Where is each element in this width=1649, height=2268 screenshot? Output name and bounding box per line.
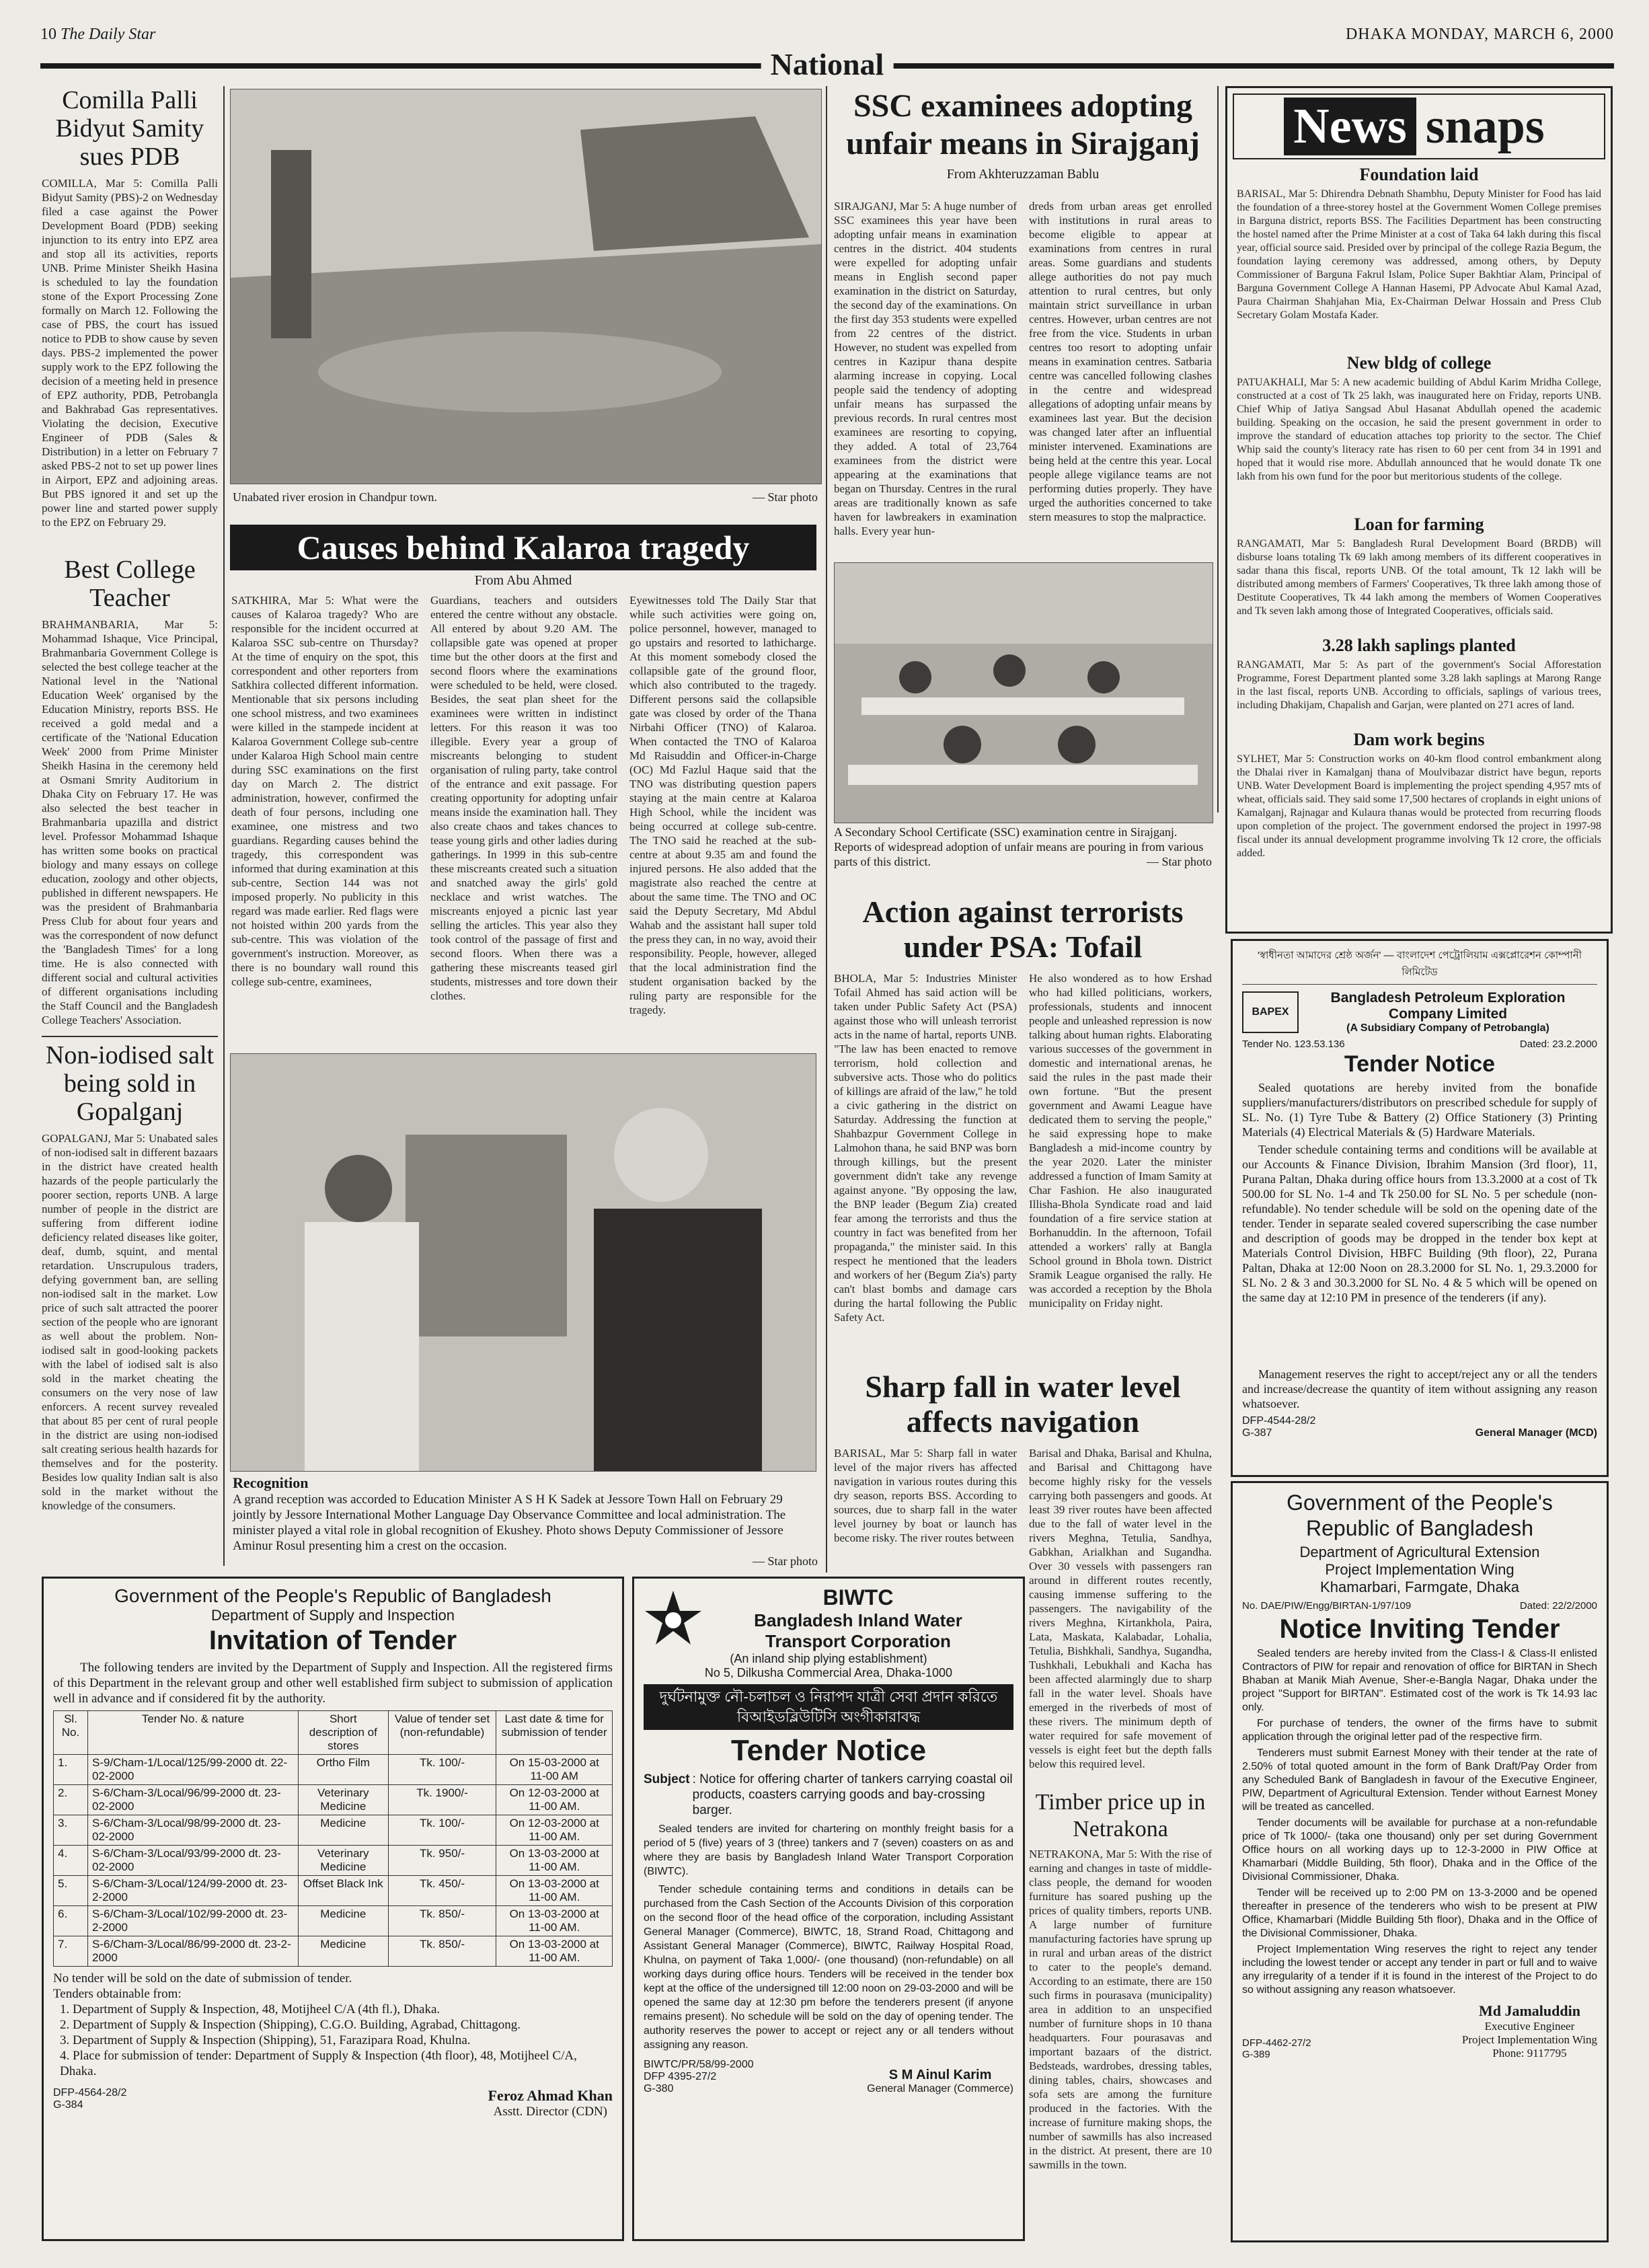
list-item: 2. Department of Supply & Inspection (Shipping), C.G.O. Building, Agrabad, Chittagong. [60,2018,521,2032]
tender-title: Tender Notice [1344,1051,1496,1077]
col-header: Last date & time for submission of tender [496,1711,613,1755]
tender-para-3: Management reserves the right to accept/reject any or all the tenders and increase/decrease the quantity of item without assigning any reason whatsoever. [1242,1367,1597,1410]
article-body: BRAHMANBARIA, Mar 5: Mohammad Ishaque, Vice Principal, Brahmanbaria Government College is selected the best college teacher at the National level in the 'National Education Week' organised by the Education Ministry, reports BSS. He received a gold medal and a certificate of the 'National Education Week' 2000 from Prime Minister Sheikh Hasina in the ceremony held at Osmani Smrity Auditorium in Dhaka City on February 17. He was also selected the best teacher in Brahmanbaria upazilla and district level. Professor Mohammad Ishaque has written some books on practical biology and many essays on college education, zoology and other objects, published in different newspapers. He was the president of Brahmanbaria Press Club for about four years and was the correspondent of now defunct the 'Bangladesh Times' for a long time. He is also connected with different social and cultural activities of different organisations including the Staff Council and the Bangladesh College Teachers' Association. [42,618,218,1026]
notice-para-4: Tender documents will be available for purchase at a non-refundable price of Tk 1000/- (taka one thousand) only per set during Government Office hours on all working days up to 12-3-2000 in PIW Office at Khamarbari (Middle Building, 5th floor), Dhaka and in the Office of the Divisional Commissioner, Dhaka. [1242,1817,1597,1883]
caption-text: Unabated river erosion in Chandpur town. [233,490,437,504]
news-snaps-list [1227,165,1611,887]
photo-illustration [835,563,1213,823]
table-cell: S-6/Cham-3/Local/98/99-2000 dt. 23-02-2000 [88,1815,299,1846]
g-ref: G-380 [644,2083,674,2094]
article-ssc [833,87,1213,182]
snap-body: RANGAMATI, Mar 5: As part of the government's Social Afforestation Programme, Forest Department planted some 3.28 lakh saplings at Marong Range in the last fiscal, reports UNB. According to officials, saplings of various trees, including Dhakijam, Chapalish and Garjan, were planted on 271 acres of land. [1237,659,1601,711]
table-cell: S-6/Cham-3/Local/96/99-2000 dt. 23-02-2000 [88,1785,299,1815]
article-salt [42,1041,218,1559]
article-body: COMILLA, Mar 5: Comilla Palli Bidyut Samity (PBS)-2 on Wednesday filed a case against the Power Development Board (PDB) seeking injunction to its entry into EPZ area and stop all its activities, reports UNB. Prime Minister Sheikh Hasina is scheduled to lay the foundation stone of the Export Processing Zone formally on March 12. Following the case of PBS, the court has issued notice to PDB to show cause by seven days. PBS-2 implemented the power supply work to the EPZ following the decision of a meeting held in presence of EPZ authority, PDB, Petrobangla and Bakhrabad Gas representatives. Violating the decision, Executive Engineer of PDB (Sales & Distribution) in a letter on February 7 asked PBS-2 not to set up power lines in Airport, EPZ and adjoining areas. But PBS ignored it and set up the power line and started power supply to the EPZ on February 29. [42,177,218,529]
gov-title-1: Government of the People's [1287,1490,1553,1515]
biwtc-desc: (An inland ship plying establishment) [730,1652,927,1665]
table-cell: S-6/Cham-3/Local/124/99-2000 dt. 23-2-2000 [88,1876,299,1906]
section-title: National [761,47,894,82]
tender-title: Invitation of Tender [208,1626,457,1655]
snap-item [1237,730,1601,887]
department: Department of Agricultural Extension [1299,1544,1540,1560]
snap-headline: Foundation laid [1359,165,1479,184]
table-cell: 1. [54,1755,88,1785]
signatory-title: General Manager (Commerce) [867,2083,1013,2094]
col-header: Tender No. & nature [88,1711,299,1755]
signatory-name: Feroz Ahmad Khan [488,2087,613,2104]
table-cell: Ortho Film [299,1755,389,1785]
g-ref: G-384 [53,2099,83,2111]
psa-col-1: BHOLA, Mar 5: Industries Minister Tofail Ahmed has said action will be taken under Public Safety Act (PSA) against those who will unleash terrorist acts in the name of hartal, reports UNB. "The law has been enacted to remove terrorism, hold collection and subversive acts. Those who do politics of killings are afraid of the law," he told a civic gathering in the district on Saturday. Addressing the function at Shahbazpur Government College in Lalmohon thana, he said BNP was born through killings, but the present government didn't take any revenge against anyone. "By opposing the law, the BNP leader (Begum Zia) created fear among the terrorists and thus the country in fact was benefited from her propaganda," the minister said. In this respect he mentioned that the leaders and workers of her (Begum Zia's) party can't blast bombs and damage cars during the hartal following the Public Safety Act. [834,972,1017,1324]
table-cell: Veterinary Medicine [299,1846,389,1876]
table-cell: On 13-03-2000 at 11-00 AM. [496,1906,613,1936]
ad-bapex-tender [1231,939,1609,1477]
company-name: Bangladesh Petroleum Exploration Company Limited [1330,990,1566,1022]
tender-table [53,1710,613,1967]
article-comilla [42,86,218,557]
table-row [54,1755,613,1785]
table-cell: 6. [54,1906,88,1936]
tender-para-1: Sealed quotations are hereby invited from the bonafide suppliers/manufacturers/distributors on prescribed schedule for supply of SL. No. (1) Tyre Tube & Battery (2) Office Stationery (3) Printing Materials (4) Electrical Materials & (5) Hardware Materials. [1242,1081,1597,1139]
gov-title-2: Republic of Bangladesh [1305,1516,1533,1540]
list-item: 4. Place for submission of tender: Department of Supply & Inspection (4th floor), 48, Motijheel C/A, Dhaka. [60,2049,577,2078]
subject-label: Subject [644,1772,690,1786]
signatory-title: Asstt. Director (CDN) [493,2105,607,2119]
masthead [40,26,1614,46]
table-cell: S-6/Cham-3/Local/86/99-2000 dt. 23-2-2000 [88,1936,299,1967]
photo-recognition [230,1053,816,1472]
water-col-1: BARISAL, Mar 5: Sharp fall in water level of the major rivers has affected navigation in various routes during this dry season, reports BSS. According to sources, due to sharp fall in the water level journey by boat or launch has become risky. The river routes between [834,1447,1017,1544]
column-divider [826,86,827,1573]
department: Department of Supply and Inspection [210,1607,455,1624]
ad-dae-tender [1231,1481,1609,2242]
table-cell: On 13-03-2000 at 11-00 AM. [496,1936,613,1967]
headline: Best College Teacher [64,556,196,612]
tender-title: Tender Notice [730,1734,927,1767]
caption-title: Recognition [233,1474,309,1491]
byline: From Abu Ahmed [474,573,572,588]
snap-headline: Dam work begins [1353,730,1485,749]
headline: Timber price up in Netrakona [1035,1790,1206,1842]
table-cell: Medicine [299,1906,389,1936]
biwtc-name-2: Transport Corporation [765,1631,951,1651]
article-body: NETRAKONA, Mar 5: With the rise of earning and changes in taste of middle-class people, the demand for wooden furniture has soared pushing up the prices of quality timbers, reports UNB. A large number of furniture manufacturing factories have sprung up in rural and urban areas of the district to cater to the people's demand. According to an estimate, there are 150 such firms in pourasava (municipality) area in addition to an unspecified number of furniture shops in 10 thana headquarters. Four pourasavas and important bazaars of the district. Bedsteads, wardrobes, dressing tables, dining tables, chairs, showcases and sofa sets are among the furniture produced in the factories. With the increase of furniture making shops, the number of sawmills has also increased in the district. At present, there are 10 sawmills in the town. [1029,1848,1212,2171]
headline-psa: Action against terrorists under PSA: Tofail [862,895,1184,964]
unit: Project Implementation Wing [1325,1561,1514,1578]
kalaroa-col-2: Guardians, teachers and outsiders entered the centre without any obstacle. All entered by about 9.20 AM. The collapsible gate was opened at proper time but the other doors at the first and second floors where the examinations were scheduled to be held, were closed. Besides, the seat plan sheet for the examinees were written in indistinct letters. For this reason it was too illegible. Every year a group of miscreants belonging to student organisation of ruling party, take control of the entrance and exit passage. For creating opportunity for adopting unfair means inside the examination hall. They also create chaos and takes chances to tease young girls and other ladies during gatherings. In 1999 in this sub-centre these miscreants created such a situation and snatched away the girls' gold necklace and wrist watches. The miscreants enjoyed a picnic last year selling the articles. This year also they took control of the passage of first and second floors. When there was a gathering these miscreants teased girl students, mistresses and tore down their clothes. [430,594,617,1002]
tender-no: Tender No. 123.53.136 [1242,1038,1345,1050]
table-cell: Tk. 100/- [388,1815,496,1846]
table-cell: Tk. 850/- [388,1906,496,1936]
headline-kalaroa: Causes behind Kalaroa tragedy [230,525,816,570]
table-cell: Medicine [299,1815,389,1846]
news-snaps-box [1225,86,1613,934]
ref-1: BIWTC/PR/58/99-2000 [644,2059,754,2070]
paper-name: The Daily Star [61,26,156,43]
signatory: General Manager (MCD) [1475,1427,1597,1439]
snap-headline: 3.28 lakh saplings planted [1322,636,1516,655]
photo-credit: — Star photo [753,490,818,504]
bangla-slogan: 'স্বাধীনতা আমাদের শ্রেষ্ঠ অর্জন' — বাংলাদেশ পেট্রোলিয়াম এক্সপ্লোরেশন কোম্পানী লিমিটেড [1242,948,1597,985]
photo-credit: — Star photo [1147,855,1212,868]
table-cell: 4. [54,1846,88,1876]
biwtc-name-1: Bangladesh Inland Water [754,1610,962,1630]
table-row [54,1876,613,1906]
photo-caption [834,825,1212,869]
table-row [54,1846,613,1876]
table-cell: 7. [54,1936,88,1967]
col-header: Value of tender set (non-refundable) [388,1711,496,1755]
table-cell: On 12-03-2000 at 11-00 AM. [496,1815,613,1846]
notice-no: No. DAE/PIW/Engg/BIRTAN-1/97/109 [1242,1600,1412,1612]
ad-biwtc-tender [632,1577,1025,2241]
dfp-ref: DFP-4544-28/2 [1242,1415,1316,1427]
table-cell: 3. [54,1815,88,1846]
ssc-col-2: dreds from urban areas get enrolled with institutions in rural areas to become eligible to appear at examinations from centres in rural areas. Some guardians and students allege authorities do not pay much attention to rural centres, but only maintain strict surveillance in urban centres. However, urban centres are not free from the vice. Students in urban centres too resort to adopting unfair means in examination centres. Satbaria centre was cancelled following clashes in the centre and widespread allegations of adopting unfair means by examinees last year. But the decision was changed later after an influential minister intervened. Examinations are being held at the centre this year. Local people allege vigilance teams are not performing duties properly. They have urged the authorities concerned to take stern measures to stop the malpractice. [1029,200,1212,523]
headline-water: Sharp fall in water level affects navigation [865,1369,1181,1439]
table-cell: On 13-03-2000 at 11-00 AM. [496,1846,613,1876]
table-cell: Tk. 950/- [388,1846,496,1876]
table-cell: Medicine [299,1936,389,1967]
snap-item [1237,515,1601,632]
g-ref: G-389 [1242,2049,1270,2060]
divider [42,1036,218,1037]
kalaroa-col-1: SATKHIRA, Mar 5: What were the causes of Kalaroa tragedy? Who are responsible for the incident occurred at Kalaroa SSC sub-centre on Thursday? At the time of enquiry on the spot, this correspondent and other reporters from Satkhira collected different information. Mentionable that six persons including one school mistress, and two examinees were killed in the stampede incident at Kalaroa Government College sub-centre under Kalaroa High School main centre during SSC examinations on the first day on March 2. The district administration, however, confirmed the death of four persons, including one examinee, one mistress and two guardians. Regarding causes behind the tragedy, this correspondent was informed that during examination at this sub-centre, Section 144 was not imposed properly. No publicity in this regard was made earlier. Red flags were not hoisted within 200 yards from the sub-centre. This was violation of the government's instruction. Moreover, as there is no boundary wall round this college sub-centre, examinees, [231,594,418,988]
table-cell: S-6/Cham-3/Local/93/99-2000 dt. 23-02-2000 [88,1846,299,1876]
g-ref: G-387 [1242,1427,1272,1439]
list-item: 3. Department of Supply & Inspection (Shipping), 51, Farazipara Road, Khulna. [60,2033,471,2047]
list-item: 1. Department of Supply & Inspection, 48, Motijheel C/A (4th fl.), Dhaka. [60,2002,440,2016]
table-cell: On 12-03-2000 at 11-00 AM. [496,1785,613,1815]
snap-item [1237,636,1601,726]
psa-col-2: He also wondered as to how Ershad who had killed politicians, workers, professionals, students and innocent people and unleashed repression is now talking about human rights. Elaborating various successes of the government in domestic and international arenas, he said the rules in the past made their own fortune. "But the present government and Awami League have dedicated them to serving the people," he said expressing hope to make Bangladesh a mid-income country by the year 2020. Later the minister addressed a function of Imam Samity at Char Fashion. He also inaugurated Illisha-Bhola Syndicate road and laid foundation of a fire service station at Borhanuddin. In the afternoon, Tofail attended a workers' rally at Bangla School ground in Bhola town. District Sramik League organised the rally. He was accorded a reception by the Bhola municipality on Friday night. [1029,972,1212,1310]
note-2: Tenders obtainable from: [53,1987,182,2001]
news-snaps-banner [1233,93,1605,159]
snap-body: RANGAMATI, Mar 5: Bangladesh Rural Development Board (BRDB) will disburse loans totaling Tk 69 lakh among members of its different cooperatives in sadar thana this fiscal, reports UNB. Of the total amount, Tk 12 lakh will be distributed among members of Farmers' Cooperatives, Tk three lakh among those of Destitute Cooperatives, Tk 44 lakh among the members of Women Cooperatives and Tk seven lakh among those of Integrated Cooperatives, officials said. [1237,538,1601,617]
snap-body: PATUAKHALI, Mar 5: A new academic building of Abdul Karim Mridha College, constructed at a cost of Tk 25 lakh, was inaugurated here on Friday, reports UNB. Chief Whip of Jatiya Sangsad Abul Hasanat Abdullah opened the academic building. Speaking on the occasion, he said the present government in order to improve the standard of education attaches top priority to the sector. The Chief Whip said the county's literacy rate has risen to 60 per cent from 34 in 1991 and hoped that it would rise more. Abdullah announced that he would donate Tk one lakh from his own fund for the poor but meritorious students of the college. [1237,377,1601,482]
table-cell: 5. [54,1876,88,1906]
byline: From Akhteruzzaman Bablu [946,167,1100,182]
headline: Comilla Palli Bidyut Samity sues PDB [55,86,204,171]
banner-word-1: News [1284,98,1416,155]
signatory-unit: Project Implementation Wing [1461,2033,1597,2046]
photo-caption [233,490,818,504]
table-cell: Tk. 100/- [388,1755,496,1785]
star-icon [644,1589,703,1649]
table-row [54,1936,613,1967]
signatory-name: S M Ainul Karim [888,2068,992,2082]
table-row [54,1785,613,1815]
ssc-col-1: SIRAJGANJ, Mar 5: A huge number of SSC examinees this year have been adopting unfair means in examination centres in the district. 404 students were expelled for adopting unfair means in English second paper examination in the district on Saturday, the second day of the examinations. On the first day 353 students were expelled from 22 centres of the district. However, no student was expelled from centres in Kazipur thana despite alarming increase in copying. Local people said the tendency of adopting unfair means has surpassed the previous records. In rural centres most examinees are resorting to copying, they added. A total of 23,764 examinees from the district were appearing at the examinations that began on Thursday. Centres in the rural areas are traditionally known as safe haven for lawbreakers in examination halls. Every year hun- [834,200,1017,537]
biwtc-abbr: BIWTC [822,1585,894,1610]
table-header-row [54,1711,613,1755]
article-timber [1029,1789,1212,2246]
table-cell: Offset Black Ink [299,1876,389,1906]
gov-title: Government of the People's Republic of Bangladesh [114,1585,551,1606]
address: Khamarbari, Farmgate, Dhaka [1320,1579,1519,1595]
notice-para-5: Tender will be received up to 2:00 PM on 13-3-2000 and be opened thereafter in presence of the tenderers who wish to be present at PIW Office, Khamarbari (Middle Building 5th floor), Dhaka and in the Office of the Divisional Commissioner, Dhaka. [1242,1887,1597,1939]
table-cell: Tk. 450/- [388,1876,496,1906]
notice-para-2: For purchase of tenders, the owner of the firms have to submit application through the original letter pad of the respective firm. [1242,1718,1597,1743]
table-cell: S-9/Cham-1/Local/125/99-2000 dt. 22-02-2000 [88,1755,299,1785]
photo-river-erosion [230,89,822,484]
subject-text: : Notice for offering charter of tankers carrying coastal oil products, coasters carrying goods and bay-crossing barger. [692,1772,1013,1817]
dfp-ref: DFP-4462-27/2 [1242,2037,1311,2049]
headline: Non-iodised salt being sold in Gopalganj [45,1041,215,1126]
bapex-logo: BAPEX [1242,991,1299,1033]
signatory-name: Md Jamaluddin [1478,2002,1580,2019]
snap-body: BARISAL, Mar 5: Dhirendra Debnath Shambhu, Deputy Minister for Food has laid the foundation of a three-storey hostel at the Government Women College premises in Barguna district, reports BSS. The Facilities Department has been constructing the hostel named after the Prime Minister at a cost of Taka 64 lakh during this fiscal year, official source said. Presided over by principal of the college Razia Begum, the foundation laying ceremony was addressed, among others, by Deputy Commissioner of Barguna Fakrul Islam, Police Super Bakhtiar Alam, Principal of Barguna Government College A Hannan Hasemi, PP Advocate Abul Kamal Azad, Paura Chairman Shahjahan Mia, Ex-Chairman Delwar Hossain and Press Club Secretary Golam Mostafa Kader. [1237,188,1601,321]
masthead-date: DHAKA MONDAY, MARCH 6, 2000 [1345,26,1614,43]
column-divider [1217,86,1219,812]
notice-para-6: Project Implementation Wing reserves the right to reject any tender including the lowest tender or accept any tender in part or full and to waive any irregularity of a tender if it is found in the interest of the Project to do so without assigning any reason whatsoever. [1242,1944,1597,1996]
caption-text: A grand reception was accorded to Education Minister A S H K Sadek at Jessore Town Hall on February 29 jointly by Jessore International Mother Language Day Observance Committee and local administration. The minister played a vital role in global recognition of Ekushey. Photo shows Deputy Commissioner of Jessore Aminur Rosul presenting him a crest on the occasion. [233,1492,786,1553]
table-cell: On 15-03-2000 at 11-00 AM [496,1755,613,1785]
recognition-caption [233,1474,818,1568]
article-teacher [42,556,218,1026]
table-row [54,1906,613,1936]
col-header: Sl. No. [54,1711,88,1755]
tender-para-1: Sealed tenders are invited for chartering on monthly freight basis for a period of 5 (five) years of 3 (three) tankers and 7 (seven) coasters on as and where they are basis by Bangladesh Inland Water Transport Corporation (BIWTC). [644,1823,1013,1877]
photo-illustration [231,89,821,484]
bangla-slogan: দুর্ঘটনামুক্ত নৌ-চলাচল ও নিরাপদ যাত্রী সেবা প্রদান করিতে বিআইডব্লিউটিসি অংগীকারাবদ্ধ [644,1684,1013,1730]
column-divider [223,86,225,1566]
page-number: 10 [40,26,56,43]
tender-para-2: Tender schedule containing terms and conditions in details can be purchased from the Cash Section of the Accounts Division of this corporation on the second floor of the head office of the corporation, including Assistant General Manager (Commerce), BIWTC, 18, Strand Road, Chittagong and Assistant General Manager (Commerce), BIWTC, Railway Hospital Road, Khulna, on payment of Taka 1,000/- (one thousand) (non-refundable) on all working days during office hours. Tenders will be received in the tender box kept at the office of the undersigned till 12:00 noon on 29-03-2000 and will be opened the same day at 12:30 pm before the tenderers present (if anyone remains present). No schedule will be sold on the day of opening tender. The authority reserves the power to accept or reject any or all tenders without assigning any reason. [644,1884,1013,2051]
intro: The following tenders are invited by the Department of Supply and Inspection. All the registered firms of this Department in the relevant group and other well established firm subject to submission of application well in advance and if considered fit by the authority. [53,1661,613,1706]
article-body: GOPALGANJ, Mar 5: Unabated sales of non-iodised salt in different bazaars in the district have created health hazards of the people particularly the poorer section, reports UNB. A large number of people in the district are suffering from different iodine deficiency related diseases like goiter, deaf, dumb, squint, and mental retardation. Unscrupulous traders, defying government ban, are selling non-iodised salt in the market. Low price of such salt attracted the poorer section of the people who are ignorant as well about the problem. Non-iodised salt in good-looking packets with the label of iodised salt is also sold in the market cheating the consumers on the very nose of law enforcers. A recent survey revealed that about 85 per cent of rural people in the district are using non-iodised salt creating serious health hazards for themselves and for the posterity. Besides low quality Indian salt is also sold in the market without the knowledge of the consumers. [42,1132,218,1512]
banner-word-2: snaps [1425,99,1545,154]
caption-text: A Secondary School Certificate (SSC) examination centre in Sirajganj. Reports of widespread adoption of unfair means are pouring in from various parts of this district. [834,825,1204,868]
table-row [54,1815,613,1846]
snap-headline: New bldg of college [1346,353,1492,373]
table-cell: Tk. 1900/- [388,1785,496,1815]
ref-2: DFP 4395-27/2 [644,2071,717,2082]
photo-credit: — Star photo [753,1554,818,1568]
ad-supply-tender [42,1577,624,2241]
snap-item [1237,353,1601,511]
tender-para-2: Tender schedule containing terms and conditions will be available at our Accounts & Finance Division, Ibrahim Mansion (3rd floor), 11, Purana Paltan, Dhaka during office hours from 13.3.2000 at a cost of Tk 500.00 for SL No. 1-4 and Tk 250.00 for SL No. 5 per schedule (non-refundable). No tender schedule will be sold on the opening date of the tender. Tender in separate sealed covered superscribing the case number and description of goods may be dropped in the tender box kept at Materials Control Division, HBFC Building (9th floor), 22, Purana Paltan, Dhaka at 12:00 Noon on 28.3.2000 for SL No. 1, 29.3.2000 for SL No. 2 & 3 and 30.3.2000 for SL No. 4 & 5 which will be opened on the same day at 12:10 PM in presence of the tenderers (if any). [1242,1143,1597,1304]
snap-body: SYLHET, Mar 5: Construction works on 40-km flood control embankment along the Dhalai river in Kamalganj thana of Moulvibazar district have begun, reports UNB. Water Development Board is implementing the project spending 4,957 mts of wheat, officials said. They said some 17,500 hectares of croplands in eight unions of Kamalganj, Rajnagar and Kulaura thanas would be protected from recurring floods upon completion of the project. The government endorsed the project in 1997-98 fiscal under its annual development programme involving Tk 12 crore, the officials added. [1237,753,1601,859]
phone: Phone: 9117795 [1492,2047,1567,2059]
kalaroa-col-3: Eyewitnesses told The Daily Star that while such activities were going on, police personnel, however, managed to go upstairs and resorted to lathicharge. At this moment somebody closed the collapsible gate of the ground floor, which also contributed to the tragedy. Different persons said the collapsible gate was closed by order of the Thana Nirbahi Officer (TNO) of Kalaroa. When contacted the TNO of Kalaroa Md Raisuddin and Officer-in-Charge (OC) Md Fazlul Haque said that the TNO was distributing question papers staying at the main centre at Kalaroa High School, while the incident was being occurred at college sub-centre. The TNO said he reached at the sub-centre at about 9.35 am and found the injured persons. He also added that the magistrate also reached the centre at about the same time. The TNO and OC said the Deputy Secretary, Md Abdul Wahab and the assistant hall super told the press they can, in no way, avoid their responsibility. People, however, alleged that the local administration find the student organisation backed by the ruling party are responsible for the tragedy. [629,594,816,1016]
table-cell: Tk. 850/- [388,1936,496,1967]
notice-para-1: Sealed tenders are hereby invited from the Class-I & Class-II enlisted Contractors of PIW for repair and renovation of office for BIRTAN in Shech Bhaban at Manik Miah Avenue, Sher-e-Bangla Nagar, Dhaka under the project "Support for BIRTAN". Estimated cost of the work is Tk 14.93 lac only. [1242,1648,1597,1713]
photo-illustration [231,1054,816,1471]
water-col-2: Barisal and Dhaka, Barisal and Khulna, and Barisal and Chittagong have become highly risky for the vessels carrying both passengers and goods. At least 39 river routes have been affected due to the fall of water level in the rivers Meghna, Tetulia, Sandhya, Gabkhan, Arialkhan and Sugandha. Over 30 vessels with passengers ran around in different routes recently, causing immense suffering to the passengers. The navigability of the rivers Meghna, Kirtankhola, Paira, Lata, Maskata, Kalabadar, Lohalia, Tetulia, Bishkhali, Sandhya, Sugandha, Tushkhali, Lebukhali and Kacha has been affected alarmingly due to sharp fall in the water level. Shoals have emerged in the riverbeds of most of these rivers. The minimum depth of water required for safe movement of vessels is eight feet but the depth falls below this required level. [1029,1447,1212,1770]
biwtc-logo [644,1589,703,1649]
snap-item [1237,165,1601,349]
col-header: Short description of stores [299,1711,389,1755]
table-cell: On 13-03-2000 at 11-00 AM. [496,1876,613,1906]
signatory-title: Executive Engineer [1484,2020,1575,2033]
snap-headline: Loan for farming [1354,515,1484,534]
notice-para-3: Tenderers must submit Earnest Money with their tender at the rate of 2.50% of total quoted amount in the form of Bank Draft/Pay Order from any Scheduled Bank of Bangladesh in favour of the Executive Engineer, PIW, Department of Agricultural Extension. Tender without Earnest Money will be treated as cancelled. [1242,1747,1597,1813]
table-cell: Veterinary Medicine [299,1785,389,1815]
table-cell: S-6/Cham-3/Local/102/99-2000 dt. 23-2-2000 [88,1906,299,1936]
company-sub: (A Subsidiary Company of Petrobangla) [1346,1022,1549,1034]
tender-date: Dated: 23.2.2000 [1519,1038,1597,1050]
section-header [40,47,1614,82]
note-1: No tender will be sold on the date of submission of tender. [53,1971,352,1986]
photo-exam-hall [834,562,1213,823]
headline: SSC examinees adopting unfair means in Sirajganj [846,88,1200,161]
notice-title: Notice Inviting Tender [1279,1614,1560,1644]
biwtc-address: No 5, Dilkusha Commercial Area, Dhaka-1000 [704,1666,953,1679]
table-cell: 2. [54,1785,88,1815]
dfp-ref: DFP-4564-28/2 [53,2087,127,2099]
notice-date: Dated: 22/2/2000 [1519,1600,1597,1612]
